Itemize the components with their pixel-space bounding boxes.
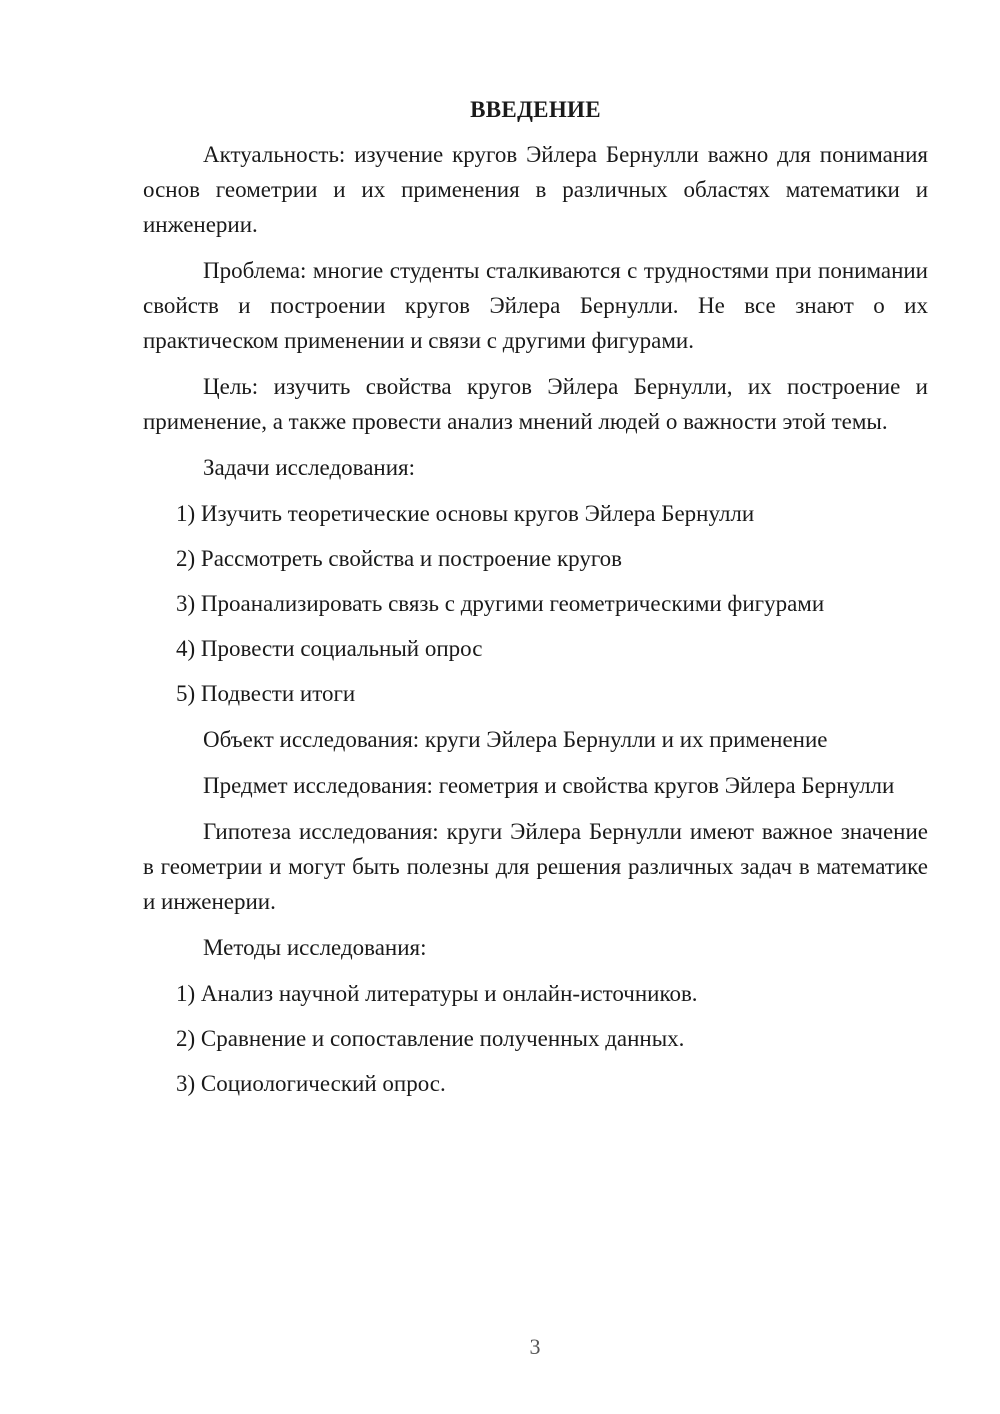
- list-item: 1) Анализ научной литературы и онлайн-источников.: [176, 981, 698, 1006]
- section-heading: ВВЕДЕНИЕ: [470, 97, 601, 122]
- list-item: 3) Проанализировать связь с другими геометрическими фигурами: [176, 591, 825, 616]
- list-item: 4) Провести социальный опрос: [176, 636, 483, 661]
- methods-label: Методы исследования:: [203, 935, 427, 960]
- methods-list: [143, 976, 928, 1101]
- list-item: 5) Подвести итоги: [176, 681, 356, 706]
- list-item: 3) Социологический опрос.: [176, 1071, 446, 1096]
- problem-paragraph: Проблема: многие студенты сталкиваются с трудностями при понимании свойств и построении кругов Эйлера Бернулли. Не все знают о их практическом применении и связи с другими фигурами.: [143, 258, 928, 353]
- tasks-label: Задачи исследования:: [203, 455, 416, 480]
- goal-paragraph: Цель: изучить свойства кругов Эйлера Бернулли, их построение и применение, а также провести анализ мнений людей о важности этой темы.: [143, 374, 928, 434]
- hypothesis-paragraph: Гипотеза исследования: круги Эйлера Бернулли имеют важное значение в геометрии и могут быть полезны для решения различных задач в математике и инженерии.: [143, 819, 928, 914]
- list-item: 2) Рассмотреть свойства и построение кругов: [176, 546, 623, 571]
- tasks-list: [143, 496, 928, 711]
- list-item: 1) Изучить теоретические основы кругов Эйлера Бернулли: [176, 501, 755, 526]
- object-paragraph: Объект исследования: круги Эйлера Бернулли и их применение: [203, 727, 828, 752]
- subject-paragraph: Предмет исследования: геометрия и свойства кругов Эйлера Бернулли: [203, 773, 895, 798]
- list-item: 2) Сравнение и сопоставление полученных данных.: [176, 1026, 685, 1051]
- page-number: 3: [529, 1334, 541, 1359]
- relevance-paragraph: Актуальность: изучение кругов Эйлера Бернулли важно для понимания основ геометрии и их применения в различных областях математики и инженерии.: [143, 142, 928, 237]
- document-page: [143, 92, 928, 1112]
